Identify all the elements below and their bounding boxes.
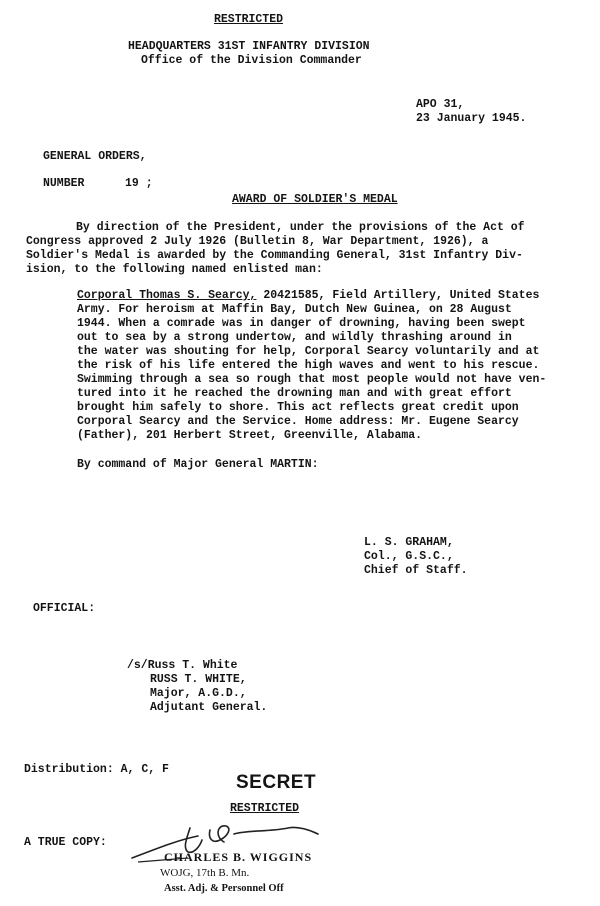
- office-heading: Office of the Division Commander: [141, 54, 362, 67]
- classification-top: RESTRICTED: [214, 13, 284, 26]
- official-name: RUSS T. WHITE,: [150, 673, 247, 686]
- citation-text: 20421585, Field Artillery, United States: [256, 289, 540, 302]
- citation-line: Swimming through a sea so rough that most people would not have ven-: [77, 373, 547, 386]
- intro-line: Soldier's Medal is awarded by the Commanding General, 31st Infantry Div-: [26, 249, 523, 262]
- recipient-name: Corporal Thomas S. Searcy,: [77, 289, 257, 302]
- citation-line: (Father), 201 Herbert Street, Greenville, Alabama.: [77, 429, 423, 442]
- citation-line: the water was shouting for help, Corporal Searcy voluntarily and at: [77, 345, 540, 358]
- number-value: 19 ;: [125, 177, 153, 190]
- intro-line: ision, to the following named enlisted man:: [26, 263, 323, 276]
- command-line: By command of Major General MARTIN:: [77, 458, 319, 471]
- citation-line: Army. For heroism at Maffin Bay, Dutch New Guinea, on 28 August: [77, 303, 512, 316]
- number-label: NUMBER: [43, 177, 85, 190]
- restricted-stamp: RESTRICTED: [230, 802, 300, 815]
- chief-of-staff-title: Chief of Staff.: [364, 564, 468, 577]
- secret-stamp: SECRET: [236, 772, 317, 793]
- certifier-title: Asst. Adj. & Personnel Off: [164, 883, 284, 894]
- date-line: 23 January 1945.: [416, 112, 527, 125]
- general-orders: GENERAL ORDERS,: [43, 150, 147, 163]
- unit-heading: HEADQUARTERS 31ST INFANTRY DIVISION: [128, 40, 370, 53]
- true-copy-label: A TRUE COPY:: [24, 836, 107, 849]
- apo-line: APO 31,: [416, 98, 465, 111]
- citation-line: Corporal Searcy and the Service. Home address: Mr. Eugene Searcy: [77, 415, 519, 428]
- official-title: Adjutant General.: [150, 701, 268, 714]
- chief-of-staff-rank: Col., G.S.C.,: [364, 550, 454, 563]
- citation-block: [77, 289, 546, 443]
- certifier-name: CHARLES B. WIGGINS: [164, 850, 313, 864]
- certifier-unit: WOJG, 17th B. Mn.: [160, 867, 250, 879]
- citation-line: the risk of his life entered the high waves and went to his rescue.: [77, 359, 540, 372]
- award-title: AWARD OF SOLDIER'S MEDAL: [232, 193, 398, 206]
- official-signed: /s/Russ T. White: [127, 659, 238, 672]
- distribution-line: Distribution: A, C, F: [24, 763, 169, 776]
- intro-line: By direction of the President, under the provisions of the Act of: [76, 221, 525, 234]
- intro-line: Congress approved 2 July 1926 (Bulletin 8, War Department, 1926), a: [26, 235, 489, 248]
- intro-paragraph: [26, 221, 525, 277]
- official-label: OFFICIAL:: [33, 602, 96, 615]
- citation-first-line: [77, 289, 546, 303]
- official-rank: Major, A.G.D.,: [150, 687, 247, 700]
- chief-of-staff-name: L. S. GRAHAM,: [364, 536, 454, 549]
- citation-line: 1944. When a comrade was in danger of drowning, having been swept: [77, 317, 526, 330]
- citation-line: out to sea by a strong undertow, and wildly thrashing around in: [77, 331, 512, 344]
- citation-line: brought him safely to shore. This act reflects great credit upon: [77, 401, 519, 414]
- citation-line: tured into it he reached the drowning man and with great effort: [77, 387, 512, 400]
